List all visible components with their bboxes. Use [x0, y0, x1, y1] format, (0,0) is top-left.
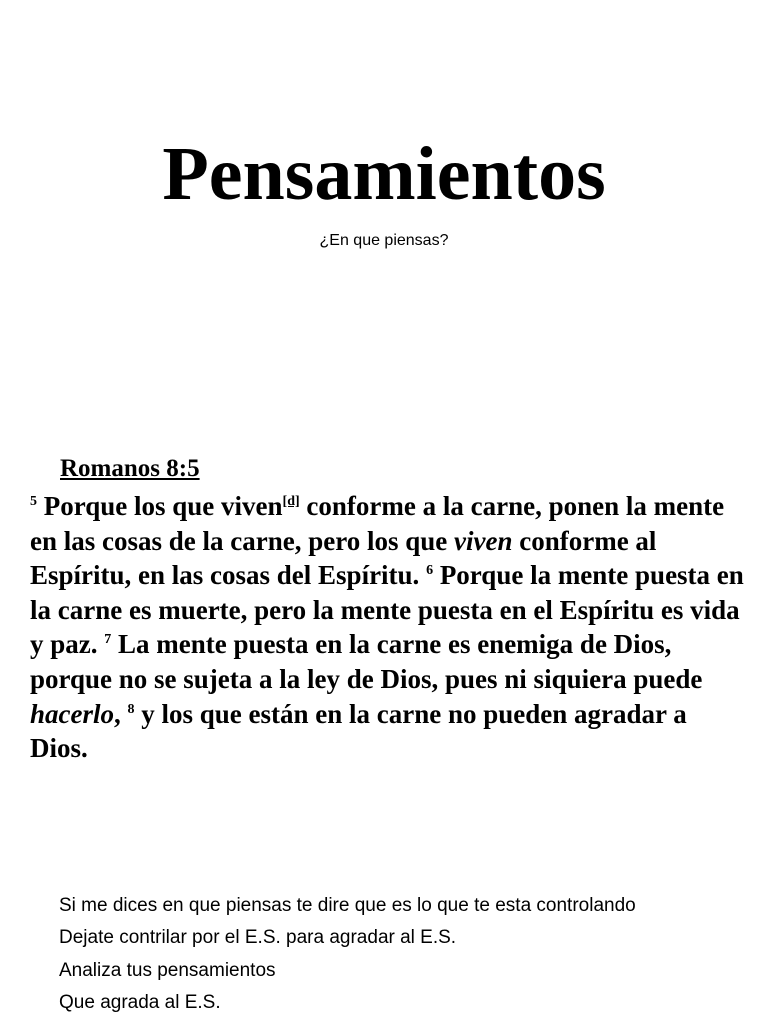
verse-7-text-part-a: La mente puesta en la carne es enemiga de Dios, porque no se sujeta a la ley de Dios, pues ni siquiera puede: [30, 629, 703, 694]
verse-8-text: y los que están en la carne no pueden agradar a Dios.: [30, 698, 687, 764]
note-item: Si me dices en que piensas te dire que es lo que te esta controlando: [59, 895, 636, 916]
verse-5-text-part-a: Porque los que viven: [43, 491, 283, 521]
verse-number-8: 8: [127, 701, 135, 717]
verse-7-italic-word: hacerlo: [30, 698, 114, 729]
scripture-reference: Romanos 8:5: [60, 455, 200, 482]
slide-title: Pensamientos: [162, 132, 606, 216]
verse-5-text-part-b: conforme a la carne, ponen la mente en las cosas de la carne, pero los que: [30, 491, 725, 556]
verse-7-text-part-b: ,: [114, 698, 128, 729]
verse-number-7: 7: [104, 632, 112, 648]
note-item: Que agrada al E.S.: [59, 991, 221, 1013]
scripture-passage: [30, 489, 748, 766]
notes-list: [59, 890, 749, 1019]
verse-5-text-part-c: conforme al Espíritu, en las cosas del Espíritu.: [30, 525, 657, 591]
slide-subtitle: ¿En que piensas?: [319, 232, 449, 249]
footnote-link[interactable]: [d]: [282, 494, 300, 509]
verse-6-text: Porque la mente puesta en la carne es muerte, pero la mente puesta en el Espíritu es vida y paz.: [30, 560, 744, 660]
verse-number-5: 5: [30, 494, 37, 509]
verse-5-italic-word: viven: [454, 525, 513, 556]
verse-number-6: 6: [426, 563, 434, 579]
note-item: Analiza tus pensamientos: [59, 959, 276, 981]
note-item: Dejate contrilar por el E.S. para agradar al E.S.: [59, 927, 457, 949]
